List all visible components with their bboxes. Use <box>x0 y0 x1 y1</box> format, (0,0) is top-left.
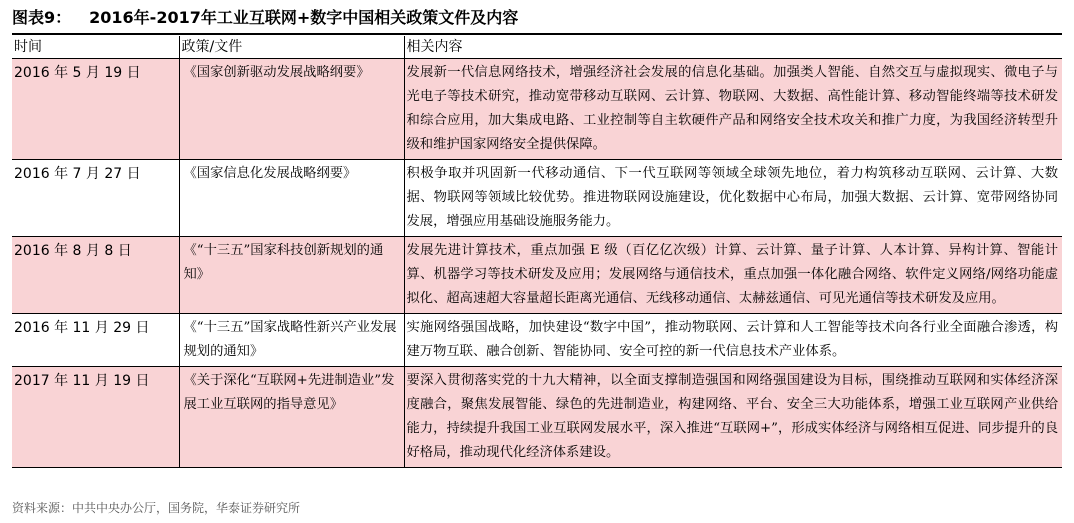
row-content: 发展先进计算技术，重点加强 E 级（百亿亿次级）计算、云计算、量子计算、人本计算、异构计算、智能计算、机器学习等技术研发及应用；发展网络与通信技术，重点加强一体化融合网络、软件定义网络/网络功能虚拟化、超高速超大容量超长距离光通信、无线移动通信、太赫兹通信、可见光通信等技术研发及应用。 <box>404 237 1062 314</box>
table-header-row <box>12 36 1062 59</box>
header-date: 时间 <box>12 36 179 59</box>
row-content: 发展新一代信息网络技术，增强经济社会发展的信息化基础。加强类人智能、自然交互与虚拟现实、微电子与光电子等技术研究，推动宽带移动互联网、云计算、物联网、大数据、高性能计算、移动智能终端等技术研发和综合应用，加大集成电路、工业控制等自主软硬件产品和网络安全技术攻关和推广力度，为我国经济转型升级和维护国家网络安全提供保障。 <box>404 59 1062 160</box>
row-document: 《国家创新驱动发展战略纲要》 <box>179 59 404 160</box>
figure-title-text: 2016年-2017年工业互联网+数字中国相关政策文件及内容 <box>89 8 519 27</box>
table-row <box>12 314 1062 367</box>
row-document: 《关于深化“互联网+先进制造业”发展工业互联网的指导意见》 <box>179 367 404 468</box>
row-content: 要深入贯彻落实党的十九大精神，以全面支撑制造强国和网络强国建设为目标，围绕推动互联网和实体经济深度融合，聚焦发展智能、绿色的先进制造业，构建网络、平台、安全三大功能体系，增强工业互联网产业供给能力，持续提升我国工业互联网发展水平，深入推进“互联网+”，形成实体经济与网络相互促进、同步提升的良好格局，推动现代化经济体系建设。 <box>404 367 1062 468</box>
title-rule <box>12 33 1062 35</box>
row-date: 2016 年 11 月 29 日 <box>12 314 179 367</box>
row-date: 2017 年 11 月 19 日 <box>12 367 179 468</box>
table-row <box>12 367 1062 468</box>
table-row <box>12 160 1062 237</box>
row-document: 《“十三五”国家战略性新兴产业发展规划的通知》 <box>179 314 404 367</box>
table-row <box>12 59 1062 160</box>
row-date: 2016 年 7 月 27 日 <box>12 160 179 237</box>
row-document: 《国家信息化发展战略纲要》 <box>179 160 404 237</box>
row-date: 2016 年 5 月 19 日 <box>12 59 179 160</box>
header-content: 相关内容 <box>404 36 1062 59</box>
figure-label: 图表9： <box>12 8 72 27</box>
row-content: 积极争取并巩固新一代移动通信、下一代互联网等领域全球领先地位，着力构筑移动互联网、云计算、大数据、物联网等领域比较优势。推进物联网设施建设，优化数据中心布局，加强大数据、云计算、宽带网络协同发展，增强应用基础设施服务能力。 <box>404 160 1062 237</box>
figure-title <box>12 6 518 30</box>
header-document: 政策/文件 <box>179 36 404 59</box>
source-note: 资料来源：中共中央办公厅，国务院，华泰证券研究所 <box>12 501 301 515</box>
row-date: 2016 年 8 月 8 日 <box>12 237 179 314</box>
row-document: 《“十三五”国家科技创新规划的通知》 <box>179 237 404 314</box>
table-row <box>12 237 1062 314</box>
row-content: 实施网络强国战略，加快建设“数字中国”，推动物联网、云计算和人工智能等技术向各行业全面融合渗透，构建万物互联、融合创新、智能协同、安全可控的新一代信息技术产业体系。 <box>404 314 1062 367</box>
policy-table <box>12 36 1062 468</box>
